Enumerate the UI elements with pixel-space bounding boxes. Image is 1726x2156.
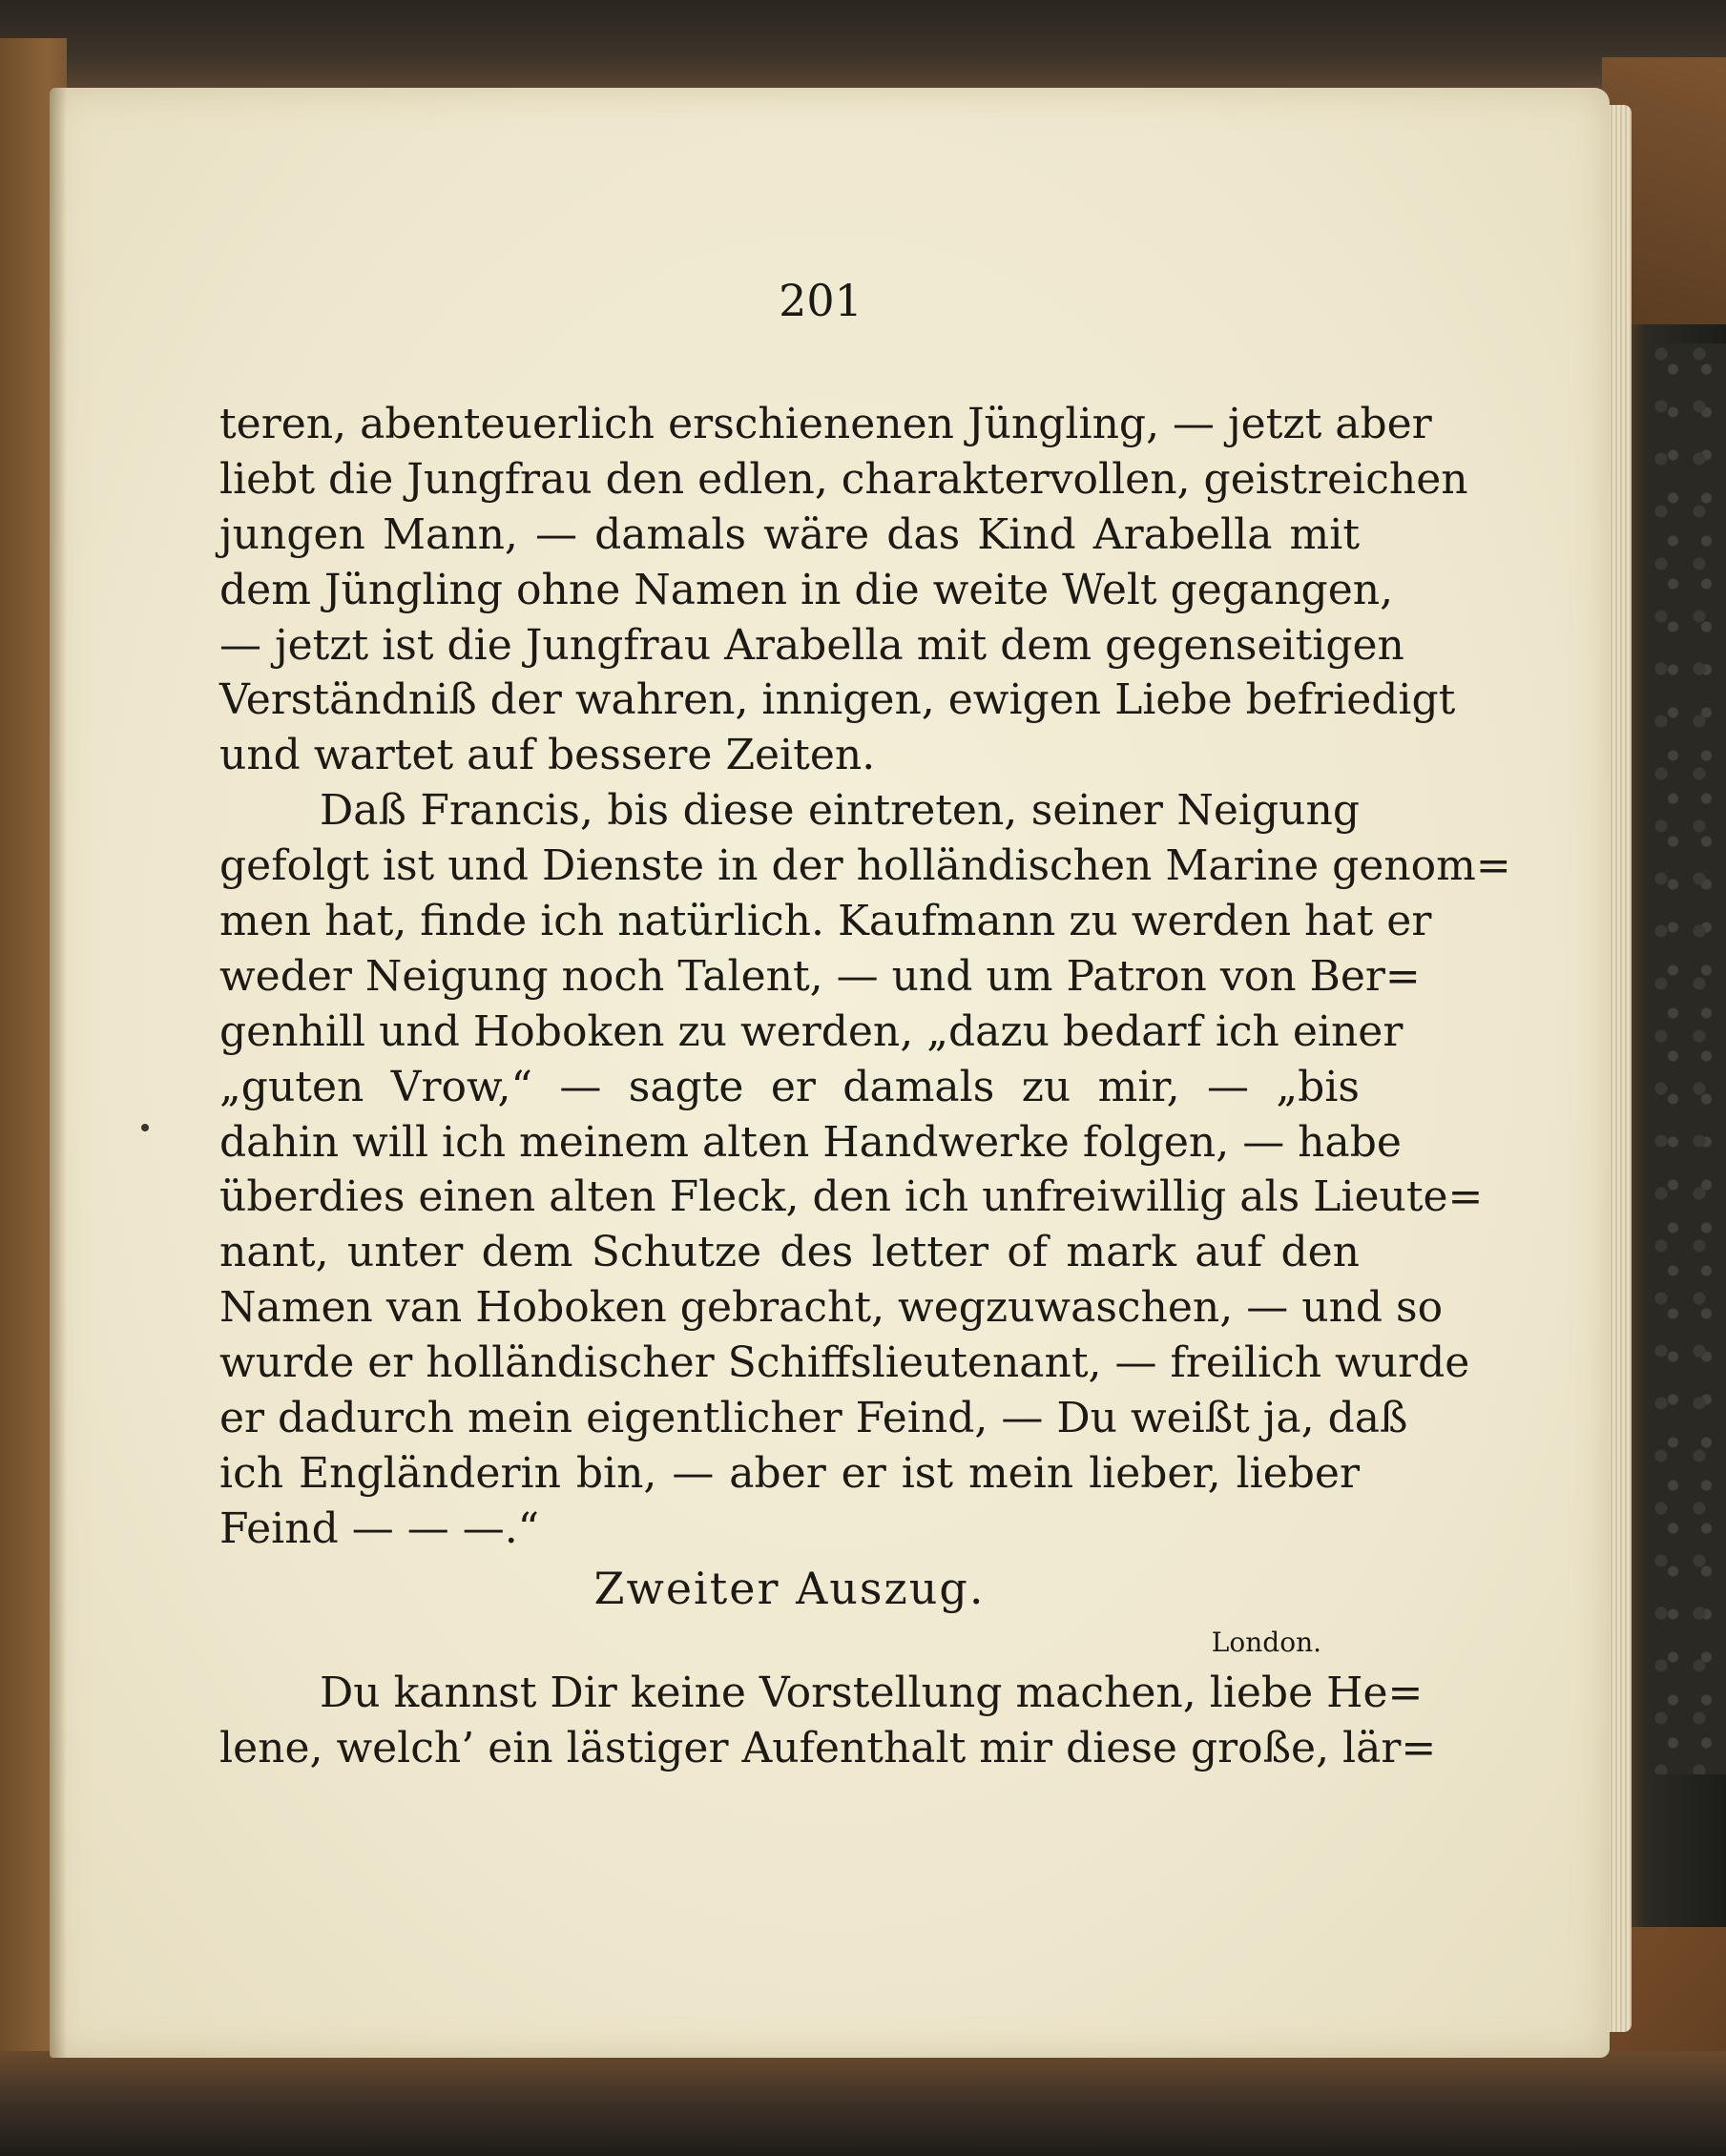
- cover-bottom-edge: [0, 2051, 1726, 2156]
- paragraph-1: [219, 397, 1468, 783]
- paragraph-2: [219, 783, 1511, 1556]
- text-line: nant, unter dem Schutze des letter of mark auf den: [219, 1228, 1360, 1277]
- text-line: überdies einen alten Fleck, den ich unfreiwillig als Lieute=: [219, 1172, 1484, 1222]
- text-line: Du kannst Dir keine Vorstellung machen, liebe He=: [320, 1668, 1424, 1717]
- text-line: wurde er holländischer Schiffslieutenant, — freilich wurde: [219, 1338, 1470, 1388]
- paper-speck: [141, 1124, 149, 1131]
- text-line: lene, welch’ ein lästiger Aufenthalt mir diese große, lär=: [219, 1723, 1437, 1772]
- text-line: „guten Vrow,“ — sagte er damals zu mir, — „bis: [219, 1062, 1360, 1111]
- cover-top-edge: [0, 0, 1726, 91]
- section-heading: Zweiter Auszug.: [593, 1562, 986, 1614]
- text-line: er dadurch mein eigentlicher Feind, — Du weißt ja, daß: [219, 1394, 1408, 1443]
- paragraph-3: [219, 1666, 1437, 1776]
- text-line: Feind — — —.“: [219, 1503, 540, 1553]
- text-line: dem Jüngling ohne Namen in die weite Welt gegangen,: [219, 565, 1394, 614]
- text-line: und wartet auf bessere Zeiten.: [219, 731, 876, 780]
- text-line: liebt die Jungfrau den edlen, charaktervollen, geistreichen: [219, 454, 1468, 504]
- page-gutter-shadow: [50, 88, 67, 2058]
- place-label: London.: [1211, 1626, 1321, 1658]
- marbled-paper: [1650, 343, 1726, 1774]
- text-line: — jetzt ist die Jungfrau Arabella mit dem gegenseitigen: [219, 620, 1404, 670]
- text-line: genhill und Hoboken zu werden, „dazu bedarf ich einer: [219, 1006, 1404, 1056]
- text-line: ich Engländerin bin, — aber er ist mein lieber, lieber: [219, 1448, 1360, 1498]
- text-line: men hat, finde ich natürlich. Kaufmann zu werden hat er: [219, 897, 1432, 946]
- body-text: [219, 397, 1511, 1775]
- text-line: weder Neigung noch Talent, — und um Patron von Ber=: [219, 951, 1421, 1001]
- text-line: Namen van Hoboken gebracht, wegzuwaschen, — und so: [219, 1283, 1444, 1333]
- text-line: jungen Mann, — damals wäre das Kind Arabella mit: [219, 509, 1360, 559]
- text-line: teren, abenteuerlich erschienenen Jüngling, — jetzt aber: [219, 400, 1432, 448]
- text-line: gefolgt ist und Dienste in der holländischen Marine genom=: [219, 841, 1511, 891]
- text-line: Verständniß der wahren, innigen, ewigen Liebe befriedigt: [219, 675, 1456, 725]
- text-line: Daß Francis, bis diese eintreten, seiner Neigung: [320, 786, 1360, 836]
- page-number: 201: [779, 275, 863, 326]
- text-line: dahin will ich meinem alten Handwerke folgen, — habe: [219, 1117, 1402, 1167]
